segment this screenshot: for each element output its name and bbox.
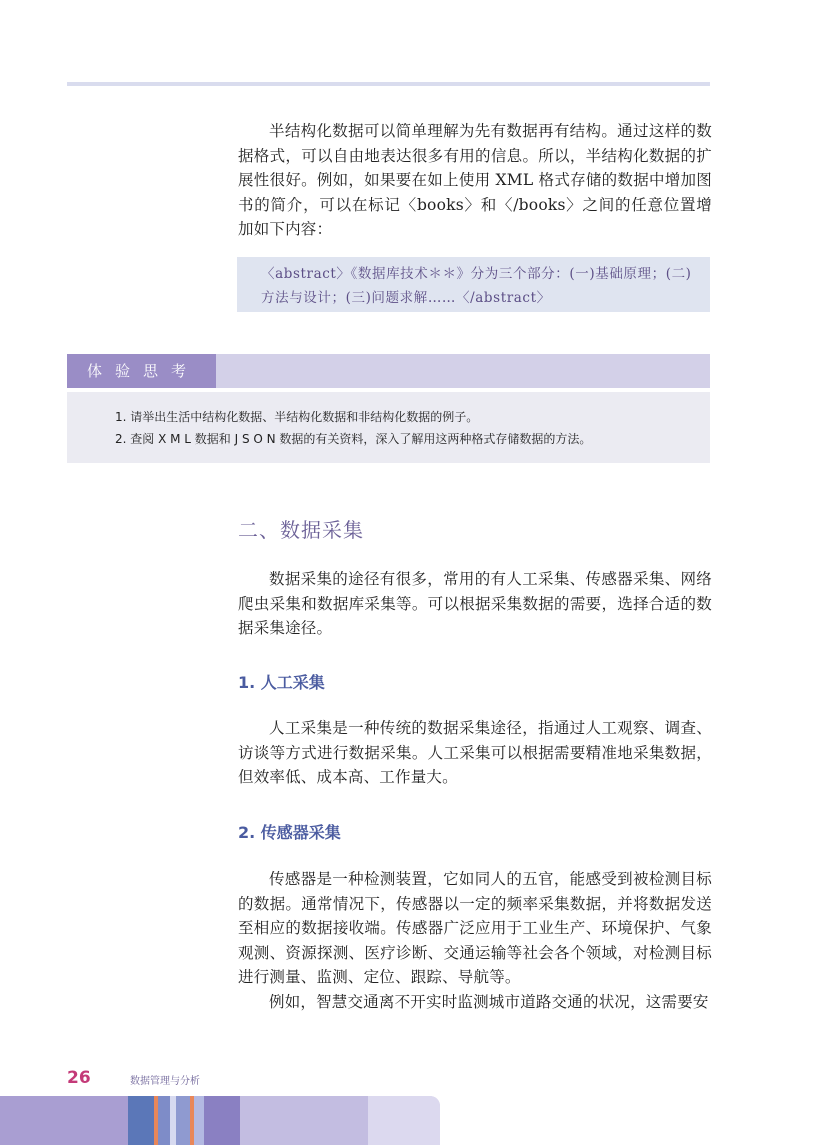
think-box-body	[67, 392, 710, 463]
code-example-box	[237, 257, 710, 312]
think-item-2: 2. 查阅 X M L 数据和 J S O N 数据的有关资料，深入了解用这两种格式存储数据的方法。	[115, 432, 592, 446]
think-box-title: 体验思考	[67, 354, 216, 388]
paragraph-data-collection: 数据采集的途径有很多，常用的有人工采集、传感器采集、网络爬虫采集和数据库采集等。可以根据采集数据的需要，选择合适的数据采集途径。	[238, 570, 712, 637]
paragraph-manual-collection: 人工采集是一种传统的数据采集途径，指通过人工观察、调查、访谈等方式进行数据采集。人工采集可以根据需要精准地采集数据，但效率低、成本高、工作量大。	[238, 719, 712, 786]
code-example-text: 〈abstract〉《数据库技术＊＊》分为三个部分：(一)基础原理；(二)方法与设计；(三)问题求解……〈/abstract〉	[261, 266, 692, 306]
header-rule	[67, 82, 710, 86]
think-item-1: 1. 请举出生活中结构化数据、半结构化数据和非结构化数据的例子。	[115, 410, 479, 424]
paragraph-smart-traffic: 例如，智慧交通离不开实时监测城市道路交通的状况，这需要安	[269, 993, 709, 1011]
paragraph-semistructured: 半结构化数据可以简单理解为先有数据再有结构。通过这样的数据格式，可以自由地表达很多有用的信息。所以，半结构化数据的扩展性很好。例如，如果要在如上使用 XML 格式存储的数据中增加图书的简介，可以在标记〈books〉和〈/books〉之间的任意位置增加如下内容：	[238, 122, 712, 238]
paragraph-sensor-collection: 传感器是一种检测装置，它如同人的五官，能感受到被检测目标的数据。通常情况下，传感器以一定的频率采集数据，并将数据发送至相应的数据接收端。传感器广泛应用于工业生产、环境保护、气象观测、资源探测、医疗诊断、交通运输等社会各个领域，对检测目标进行测量、监测、定位、跟踪、导航等。	[238, 870, 712, 986]
section-title: 二、数据采集	[238, 518, 364, 542]
page-number: 26	[67, 1068, 91, 1088]
think-box-header	[67, 354, 710, 388]
subsection-title-sensor: 2. 传感器采集	[238, 823, 341, 842]
footer-decoration	[0, 1096, 440, 1145]
subsection-title-manual: 1. 人工采集	[238, 673, 325, 692]
book-title: 数据管理与分析	[130, 1076, 200, 1087]
